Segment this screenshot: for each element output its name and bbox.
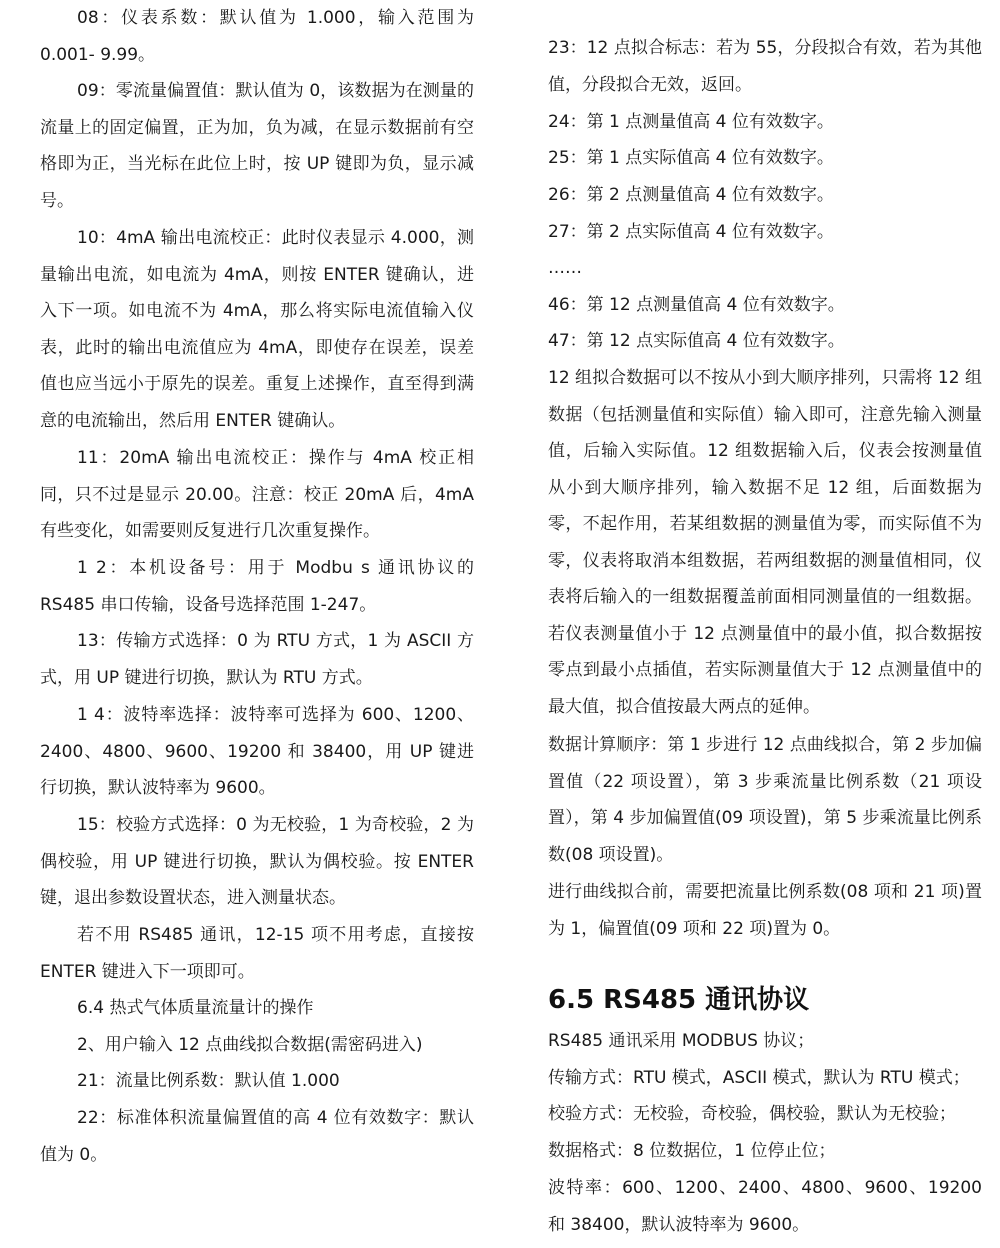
section-6-5-heading: 6.5 RS485 通讯协议 — [548, 985, 810, 1015]
item-14-paragraph: 1 4：波特率选择：波特率可选择为 600、1200、2400、4800、9600、19200 和 38400，用 UP 键进行切换，默认波特率为 9600。 — [40, 705, 474, 798]
item-08-paragraph: 08：仪表系数：默认值为 1.000，输入范围为 0.001- 9.99。 — [40, 8, 474, 65]
item-25-paragraph: 25：第 1 点实际值高 4 位有效数字。 — [548, 148, 834, 168]
item-23-paragraph: 23：12 点拟合标志：若为 55，分段拟合有效，若为其他值，分段拟合无效，返回。 — [548, 38, 982, 95]
item-24-paragraph: 24：第 1 点测量值高 4 位有效数字。 — [548, 112, 834, 132]
calc-order-paragraph: 数据计算顺序：第 1 步进行 12 点曲线拟合，第 2 步加偏置值（22 项设置），第 3 步乘流量比例系数（21 项设置），第 4 步加偏置值(09 项设置)，第 5 步乘流量比例系数(08 项设置)。 — [548, 735, 982, 865]
fitting-data-paragraph: 12 组拟合数据可以不按从小到大顺序排列，只需将 12 组数据（包括测量值和实际值）输入即可，注意先输入测量值，后输入实际值。12 组数据输入后，仪表会按测量值从小到大顺序排列，输入数据不足 12 组，后面数据为零，不起作用，若某组数据的测量值为零，而实际值不为零，仪表将取消本组数据，若两组数据的测量值相同，仪表将后输入的一组数据覆盖前面相同测量值的一组数据。若仪表测量值小于 12 点测量值中的最小值，拟合数据按零点到最小点插值，若实际测量值大于 12 点测量值中的最大值，拟合值按最大两点的延伸。 — [548, 368, 982, 717]
baud-rate-line: 波特率：600、1200、2400、4800、9600、19200 和 38400，默认波特率为 9600。 — [548, 1178, 982, 1235]
user-input-note: 2、用户输入 12 点曲线拟合数据(需密码进入) — [77, 1035, 423, 1055]
transmission-mode-line: 传输方式：RTU 模式，ASCII 模式，默认为 RTU 模式； — [548, 1068, 970, 1088]
item-47-paragraph: 47：第 12 点实际值高 4 位有效数字。 — [548, 331, 845, 351]
item-15-paragraph: 15：校验方式选择：0 为无校验，1 为奇校验，2 为偶校验，用 UP 键进行切换，默认为偶校验。按 ENTER 键，退出参数设置状态，进入测量状态。 — [40, 815, 474, 908]
item-11-paragraph: 11：20mA 输出电流校正：操作与 4mA 校正相同，只不过是显示 20.00。注意：校正 20mA 后，4mA 有些变化，如需要则反复进行几次重复操作。 — [40, 448, 474, 541]
item-12-paragraph: 1 2：本机设备号：用于 Modbu s 通讯协议的 RS485 串口传输，设备号选择范围 1-247。 — [40, 558, 474, 615]
item-21-paragraph: 21：流量比例系数：默认值 1.000 — [77, 1071, 340, 1091]
ellipsis-line: …… — [548, 258, 582, 278]
item-46-paragraph: 46：第 12 点测量值高 4 位有效数字。 — [548, 295, 845, 315]
item-13-paragraph: 13：传输方式选择：0 为 RTU 方式，1 为 ASCII 方式，用 UP 键进行切换，默认为 RTU 方式。 — [40, 631, 474, 688]
item-27-paragraph: 27：第 2 点实际值高 4 位有效数字。 — [548, 222, 834, 242]
data-format-line: 数据格式：8 位数据位，1 位停止位； — [548, 1141, 836, 1161]
item-10-paragraph: 10：4mA 输出电流校正：此时仪表显示 4.000，测量输出电流，如电流为 4mA，则按 ENTER 键确认，进入下一项。如电流不为 4mA，那么将实际电流值输入仪表，此时的输出电流值应为 4mA，即使存在误差，误差值也应当远小于原先的误差。重复上述操作，直至得到满意的电流输出，然后用 ENTER 键确认。 — [40, 228, 474, 431]
item-22-paragraph: 22：标准体积流量偏置值的高 4 位有效数字：默认值为 0。 — [40, 1108, 474, 1165]
item-09-paragraph: 09：零流量偏置值：默认值为 0，该数据为在测量的流量上的固定偏置，正为加，负为减，在显示数据前有空格即为正，当光标在此位上时，按 UP 键即为负，显示减号。 — [40, 81, 474, 211]
rs485-skip-note: 若不用 RS485 通讯，12-15 项不用考虑，直接按 ENTER 键进入下一项即可。 — [40, 925, 474, 982]
modbus-line: RS485 通讯采用 MODBUS 协议； — [548, 1031, 815, 1051]
check-mode-line: 校验方式：无校验，奇校验，偶校验，默认为无校验； — [548, 1104, 956, 1124]
section-6-4-label: 6.4 热式气体质量流量计的操作 — [77, 998, 314, 1018]
item-26-paragraph: 26：第 2 点测量值高 4 位有效数字。 — [548, 185, 834, 205]
pre-fit-paragraph: 进行曲线拟合前，需要把流量比例系数(08 项和 21 项)置为 1，偏置值(09 项和 22 项)置为 0。 — [548, 882, 982, 939]
